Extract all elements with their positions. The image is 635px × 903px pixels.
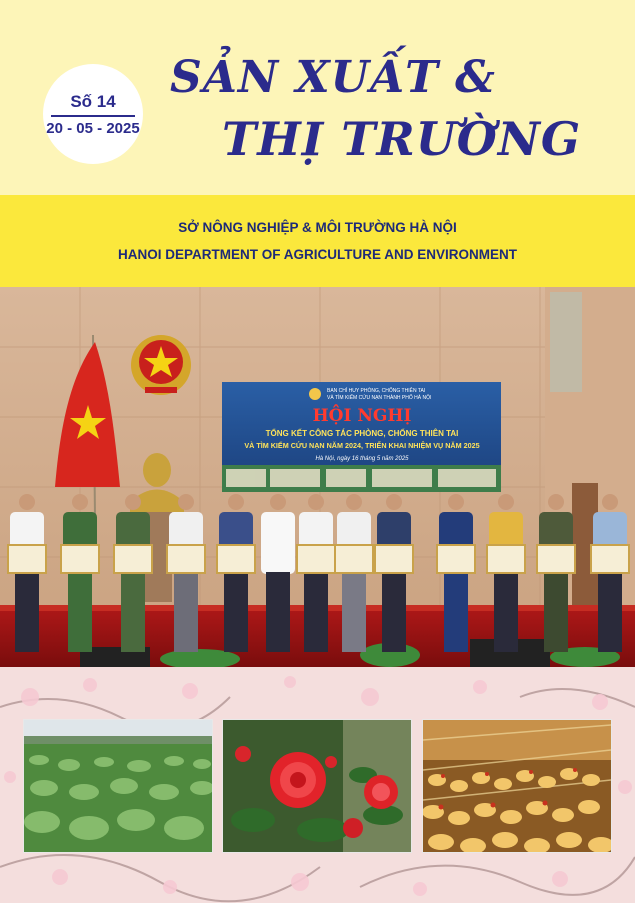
banner-heading: HỘI NGHỊ bbox=[312, 406, 412, 426]
issue-badge bbox=[43, 64, 143, 164]
certificate bbox=[335, 545, 373, 573]
magazine-title-line1: SẢN XUẤT & bbox=[170, 52, 496, 103]
magazine-title-line2: THỊ TRƯỜNG bbox=[222, 112, 582, 166]
banner-line1: TỔNG KẾT CÔNG TÁC PHÒNG, CHỐNG THIÊN TAI bbox=[265, 429, 459, 438]
publisher-name-en: HANOI DEPARTMENT OF AGRICULTURE AND ENVIRONMENT bbox=[118, 247, 517, 262]
publisher-name-vi: SỞ NÔNG NGHIỆP & MÔI TRƯỜNG HÀ NỘI bbox=[178, 220, 457, 235]
banner-org-line2: VÀ TÌM KIẾM CỨU NẠN THÀNH PHỐ HÀ NỘI bbox=[327, 395, 432, 401]
bottom-photo-section bbox=[0, 667, 635, 903]
certificate bbox=[167, 545, 205, 573]
photo-red-roses bbox=[222, 719, 412, 853]
publisher-band bbox=[0, 195, 635, 287]
certificate bbox=[537, 545, 575, 573]
issue-divider bbox=[51, 115, 135, 117]
photo-chicken-farm bbox=[422, 719, 612, 853]
issue-number: Số 14 bbox=[70, 91, 116, 111]
certificate bbox=[114, 545, 152, 573]
masthead bbox=[0, 0, 635, 195]
certificate bbox=[217, 545, 255, 573]
certificate bbox=[8, 545, 46, 573]
national-emblem-icon bbox=[131, 335, 191, 395]
banner-date: Hà Nội, ngày 16 tháng 5 năm 2025 bbox=[315, 456, 409, 462]
certificate bbox=[437, 545, 475, 573]
banner-line2: VÀ TÌM KIẾM CỨU NẠN NĂM 2024, TRIỂN KHAI NHIỆM VỤ NĂM 2025 bbox=[244, 441, 480, 450]
award-recipient bbox=[261, 494, 295, 652]
certificate bbox=[487, 545, 525, 573]
issue-date: 20 - 05 - 2025 bbox=[46, 119, 140, 137]
certificate bbox=[375, 545, 413, 573]
cover-photo-ceremony bbox=[0, 287, 635, 667]
banner-org-line1: BAN CHỈ HUY PHÒNG, CHỐNG THIÊN TAI bbox=[327, 388, 426, 394]
photo-cabbage-field bbox=[23, 719, 213, 853]
certificate bbox=[591, 545, 629, 573]
certificate bbox=[297, 545, 335, 573]
certificate bbox=[61, 545, 99, 573]
